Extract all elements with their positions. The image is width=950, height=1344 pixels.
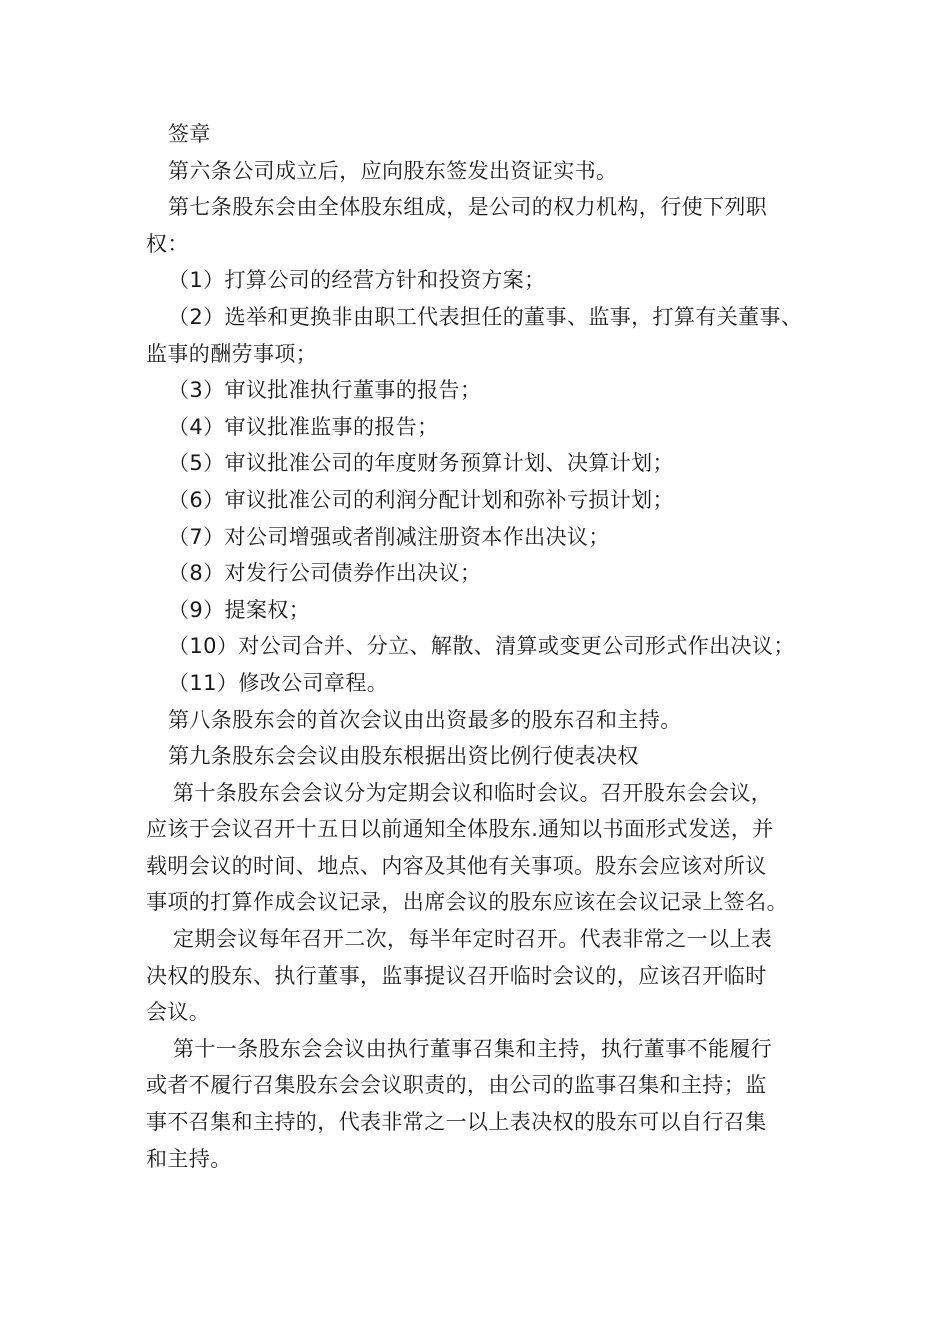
article-11-cont-1: 或者不履行召集股东会会议职责的，由公司的监事召集和主持；监 (146, 1073, 767, 1098)
article-7: 第七条股东会由全体股东组成，是公司的权力机构，行使下列职 (168, 195, 768, 220)
article-10-cont-1: 应该于会议召开十五日以前通知全体股东.通知以书面形式发送，并 (146, 817, 774, 842)
article-10: 第十条股东会会议分为定期会议和临时会议。召开股东会会议， (173, 780, 773, 805)
regular-meeting-cont-2: 会议。 (146, 1000, 211, 1025)
article-11: 第十一条股东会会议由执行董事召集和主持，执行董事不能履行 (173, 1036, 773, 1061)
list-item-1: （1）打算公司的经营方针和投资方案； (168, 268, 546, 293)
list-item-7: （7）对公司增强或者削减注册资本作出决议； (168, 524, 610, 549)
article-10-cont-2: 载明会议的时间、地点、内容及其他有关事项。股东会应该对所议 (146, 853, 767, 878)
article-6: 第六条公司成立后，应向股东签发出资证实书。 (168, 158, 618, 183)
list-item-4: （4）审议批准监事的报告； (168, 414, 439, 439)
list-item-2-cont: 监事的酬劳事项； (146, 341, 318, 366)
list-item-2: （2）选举和更换非由职工代表担任的董事、监事，打算有关董事、 (168, 304, 803, 329)
list-item-3: （3）审议批准执行董事的报告； (168, 378, 482, 403)
article-10-cont-3: 事项的打算作成会议记录，出席会议的股东应该在会议记录上签名。 (146, 890, 788, 915)
article-9: 第九条股东会会议由股东根据出资比例行使表决权 (168, 744, 639, 769)
article-11-cont-2: 事不召集和主持的，代表非常之一以上表决权的股东可以自行召集 (146, 1110, 767, 1135)
text-line-signature: 签章 (168, 122, 211, 146)
regular-meeting: 定期会议每年召开二次，每半年定时召开。代表非常之一以上表 (173, 927, 773, 952)
article-11-cont-3: 和主持。 (146, 1146, 232, 1171)
list-item-6: （6）审议批准公司的利润分配计划和弥补亏损计划； (168, 487, 674, 512)
list-item-11: （11）修改公司章程。 (168, 670, 389, 695)
article-8: 第八条股东会的首次会议由出资最多的股东召和主持。 (168, 707, 682, 732)
list-item-5: （5）审议批准公司的年度财务预算计划、决算计划； (168, 451, 674, 476)
document-body (146, 116, 818, 1177)
list-item-10: （10）对公司合并、分立、解散、清算或变更公司形式作出决议； (168, 634, 795, 659)
list-item-8: （8）对发行公司债券作出决议； (168, 561, 482, 586)
list-item-9: （9）提案权； (168, 597, 311, 622)
regular-meeting-cont-1: 决权的股东、执行董事，监事提议召开临时会议的，应该召开临时 (146, 963, 767, 988)
article-7-cont: 权： (146, 231, 189, 256)
